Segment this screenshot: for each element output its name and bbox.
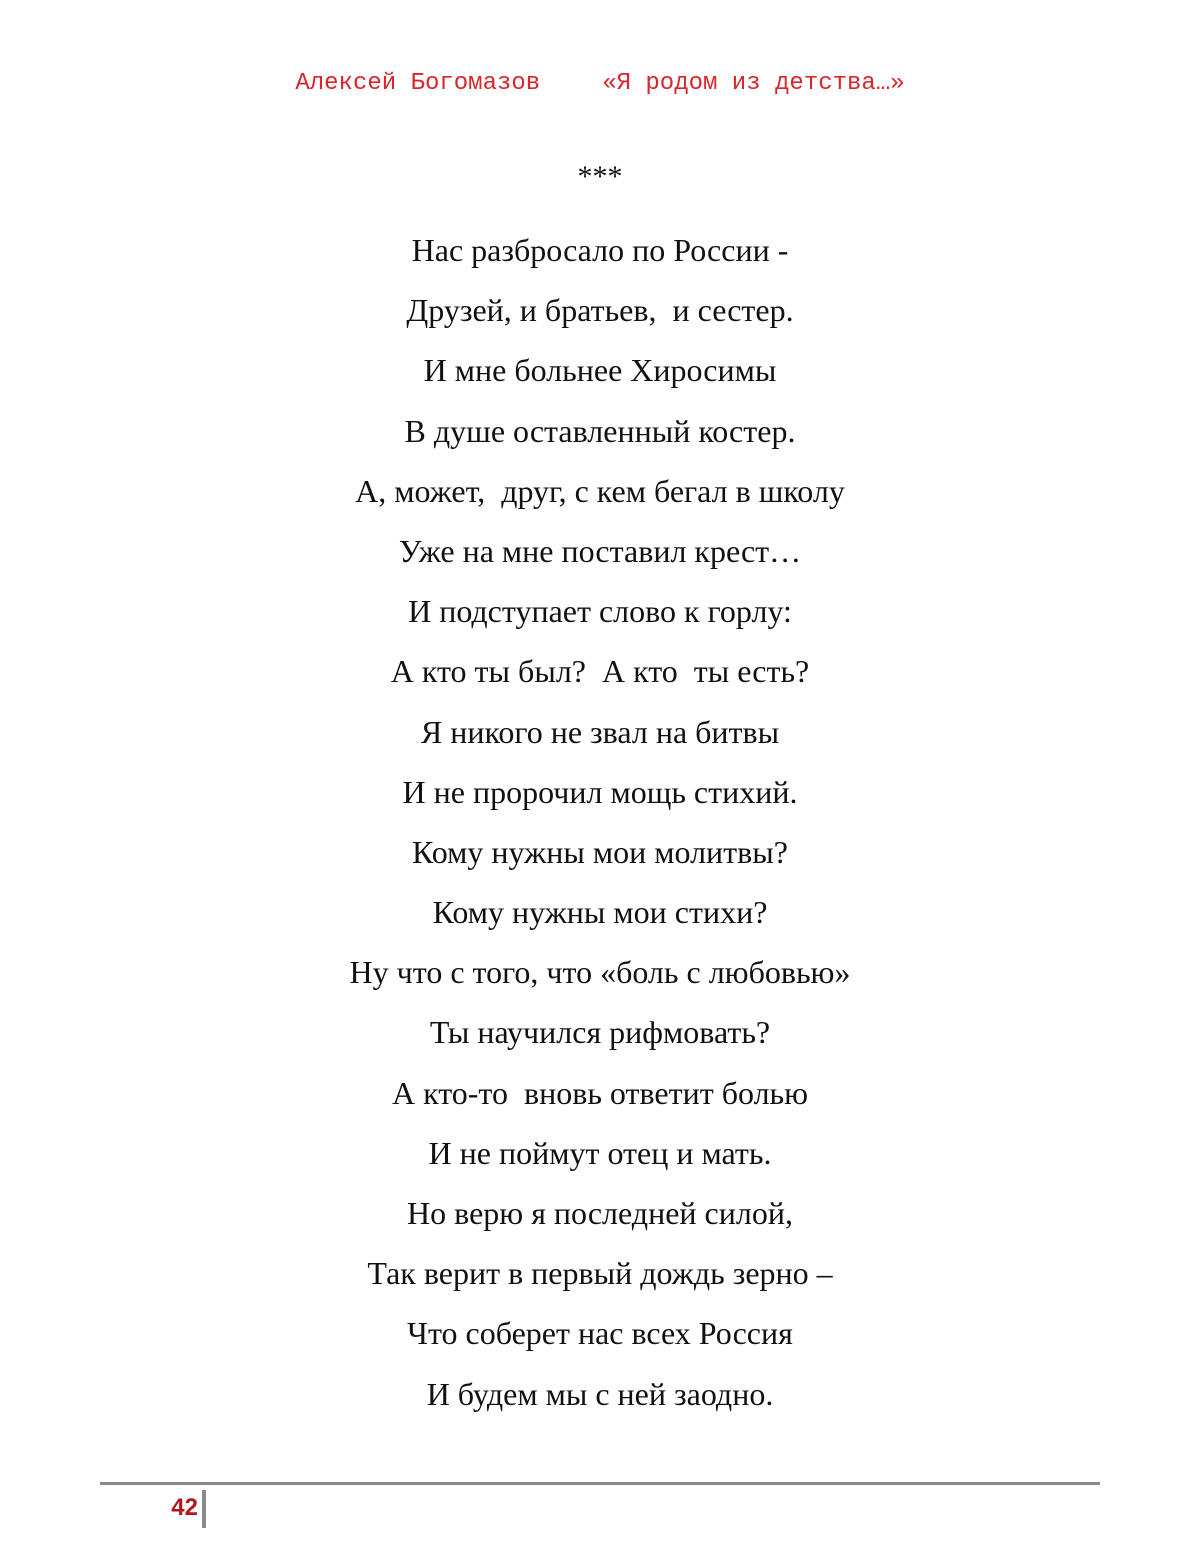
header-author: Алексей Богомазов [295,70,541,97]
poem-line: И будем мы с ней заодно. [426,1375,774,1412]
page-number-divider [202,1490,206,1528]
poem-line: И не поймут отец и мать. [428,1134,772,1171]
poem-line: Кому нужны мои молитвы? [412,833,788,870]
poem-line: И не пророчил мощь стихий. [402,773,798,810]
poem-line: И подступает слово к горлу: [408,593,792,630]
running-header [0,70,1200,97]
poem-line: Друзей, и братьев, и сестер. [406,292,794,329]
poem-line: Ты научился рифмовать? [429,1014,771,1051]
poem-line: И мне больнее Хиросимы [423,352,777,389]
poem-line: Ну что с того, что «боль с любовью» [349,954,851,991]
poem-line: А кто-то вновь ответит болью [391,1074,809,1111]
poem-line: В душе оставленный костер. [404,412,796,449]
poem-line: Так верит в первый дождь зерно – [367,1255,833,1292]
poem-line: А, может, друг, с кем бегал в школу [355,472,845,509]
poem-line: Что соберет нас всех Россия [407,1315,793,1352]
page-number: 42 [171,1494,198,1521]
poem-line: А кто ты был? А кто ты есть? [390,653,810,690]
poem-line: Но верю я последней силой, [407,1195,793,1231]
poem-line: Кому нужны мои стихи? [432,894,768,931]
poem-line: Нас разбросало по России - [411,232,789,268]
poem-line: Уже на мне поставил крест… [398,532,802,569]
header-book-title: «Я родом из детства…» [602,70,905,97]
section-divider: *** [577,160,623,193]
poem [0,220,1200,1424]
footer-rule [100,1482,1100,1485]
poem-line: Я никого не звал на битвы [420,713,780,750]
